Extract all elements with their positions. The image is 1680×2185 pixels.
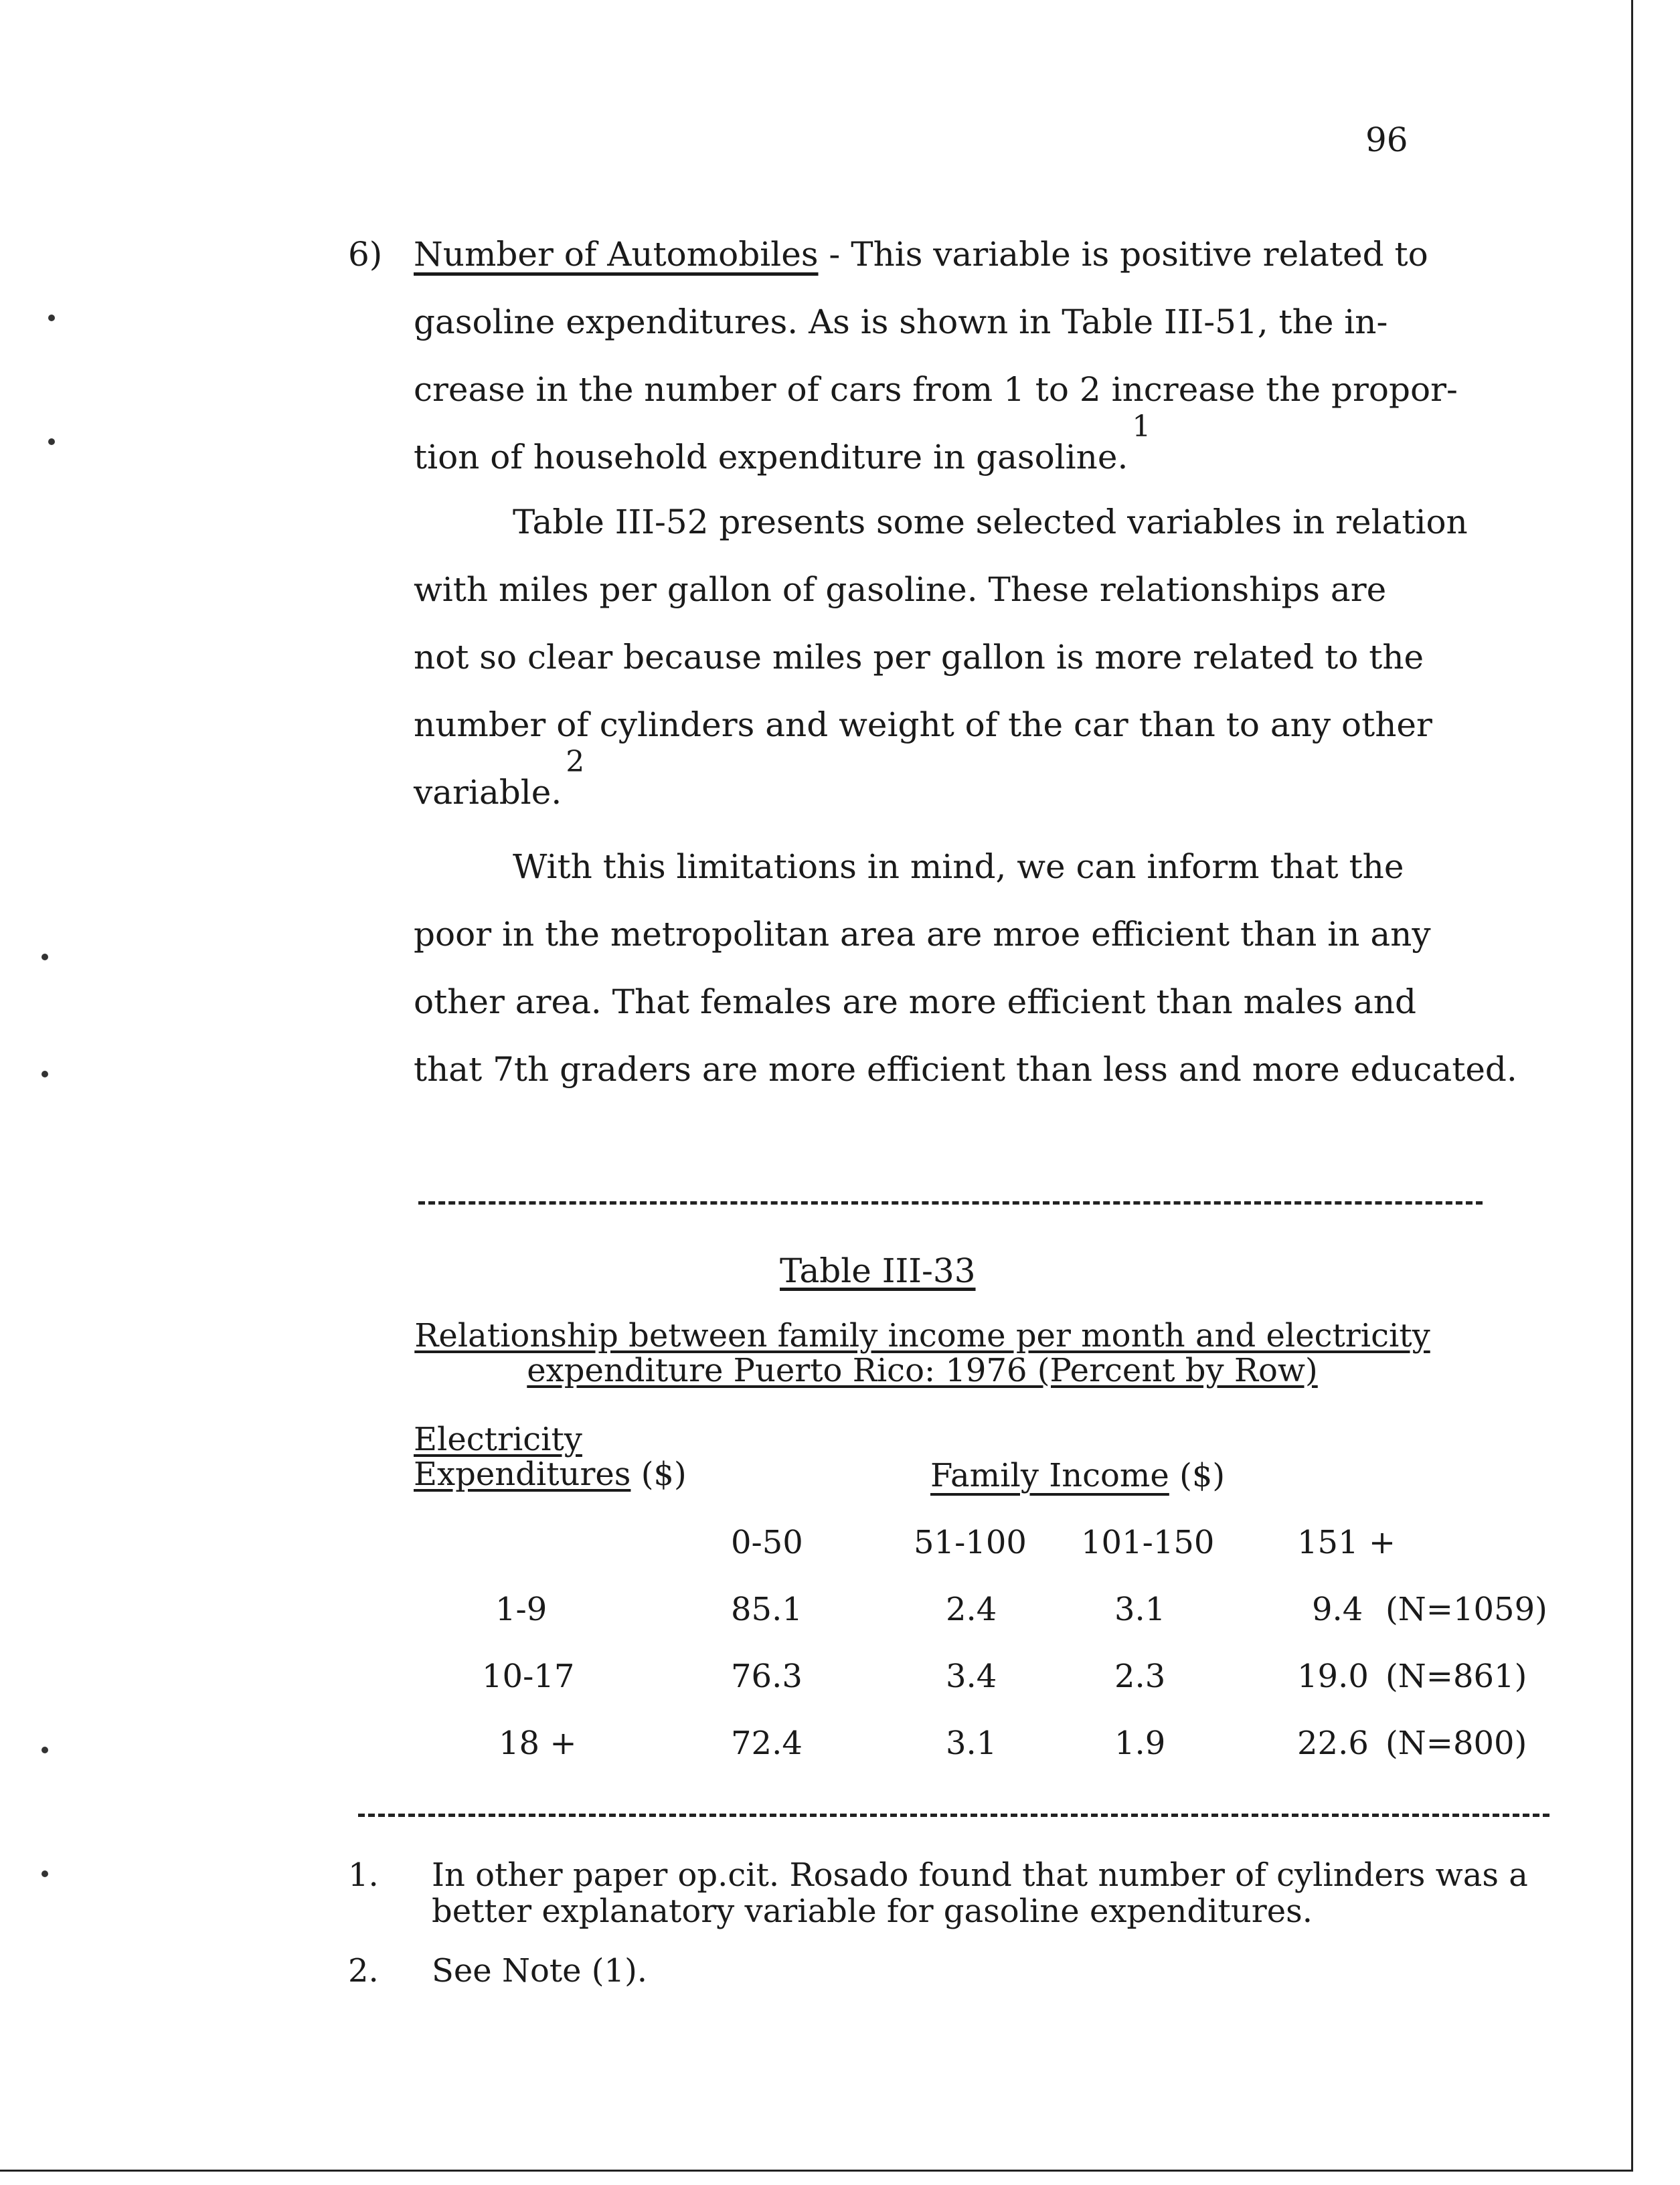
table-caption-line: Relationship between family income per month and electricity	[414, 1317, 1430, 1354]
paragraph-2	[414, 489, 1498, 828]
row-header-unit: ($)	[641, 1456, 687, 1493]
paragraph-line: that 7th graders are more efficient than less and more educated.	[414, 1050, 1517, 1089]
column-group-label: Family Income	[930, 1457, 1169, 1494]
row-n: (N=800)	[1385, 1725, 1527, 1762]
table-caption	[414, 1318, 1431, 1388]
row-header-line: Expenditures	[414, 1456, 631, 1493]
column-header: 0-50	[731, 1524, 803, 1561]
paragraph-line: variable.	[414, 773, 562, 812]
paragraph-line: gasoline expenditures. As is shown in Table III-51, the in-	[414, 302, 1388, 341]
paragraph-line: crease in the number of cars from 1 to 2 increase the propor-	[414, 370, 1458, 409]
scan-speck	[48, 315, 55, 321]
table-cell: 22.6	[1297, 1725, 1369, 1762]
row-label: 10-17	[482, 1658, 575, 1695]
divider-bottom	[358, 1814, 1549, 1817]
table-cell: 1.9	[1114, 1725, 1166, 1762]
footnote-text	[432, 1857, 1630, 1929]
paragraph-line: number of cylinders and weight of the car than to any other	[414, 705, 1432, 744]
section-paragraph	[414, 221, 1485, 493]
row-header	[414, 1422, 687, 1492]
table-cell: 9.4	[1312, 1591, 1363, 1628]
scan-speck	[41, 1870, 48, 1877]
column-header: 151 +	[1297, 1524, 1396, 1561]
row-label: 18 +	[499, 1725, 577, 1762]
paragraph-line: poor in the metropolitan area are mroe efficient than in any	[414, 915, 1431, 954]
table-cell: 2.3	[1114, 1658, 1166, 1695]
table-cell: 3.1	[946, 1725, 997, 1762]
paragraph-3	[414, 833, 1517, 1104]
footnote-line: In other paper op.cit. Rosado found that number of cylinders was a	[432, 1856, 1528, 1894]
paragraph-line: - This variable is positive related to	[818, 235, 1428, 274]
column-group-unit: ($)	[1179, 1457, 1226, 1494]
paragraph-line: Table III-52 presents some selected variables in relation	[513, 503, 1468, 541]
section-number: 6)	[348, 235, 383, 274]
paragraph-line: With this limitations in mind, we can inform that the	[513, 847, 1404, 886]
table-cell: 76.3	[731, 1658, 803, 1695]
table-caption-line: expenditure Puerto Rico: 1976 (Percent by Row)	[527, 1352, 1318, 1389]
table-cell: 85.1	[731, 1591, 803, 1628]
scan-speck	[41, 1071, 48, 1077]
row-label: 1-9	[495, 1591, 548, 1628]
paragraph-line: tion of household expenditure in gasoline.	[414, 438, 1128, 476]
column-header: 51-100	[914, 1524, 1027, 1561]
scan-speck	[48, 438, 55, 445]
footnote-number: 2.	[348, 1952, 379, 1990]
table-cell: 2.4	[946, 1591, 997, 1628]
footnote-number: 1.	[348, 1856, 379, 1894]
footnote-line: better explanatory variable for gasoline expenditures.	[432, 1893, 1313, 1930]
paragraph-line: with miles per gallon of gasoline. These relationships are	[414, 570, 1387, 609]
scan-speck	[41, 954, 48, 960]
section-heading: Number of Automobiles	[414, 235, 819, 274]
divider-top	[418, 1201, 1483, 1205]
footnote-text: See Note (1).	[432, 1952, 648, 1990]
table-cell: 3.1	[1114, 1591, 1166, 1628]
column-header: 101-150	[1081, 1524, 1215, 1561]
page-number: 96	[1365, 120, 1408, 159]
footnote-ref: 2	[566, 745, 585, 779]
scan-speck	[41, 1747, 48, 1753]
footnote-ref: 1	[1132, 410, 1151, 444]
table-cell: 72.4	[731, 1725, 803, 1762]
table-cell: 19.0	[1297, 1658, 1369, 1695]
row-n: (N=861)	[1385, 1658, 1527, 1695]
table-title: Table III-33	[780, 1251, 976, 1290]
row-header-line: Electricity	[414, 1421, 582, 1458]
column-group-header	[930, 1457, 1225, 1494]
table-cell: 3.4	[946, 1658, 997, 1695]
paragraph-line: other area. That females are more efficient than males and	[414, 982, 1417, 1021]
paragraph-line: not so clear because miles per gallon is more related to the	[414, 638, 1424, 677]
row-n: (N=1059)	[1385, 1591, 1547, 1628]
